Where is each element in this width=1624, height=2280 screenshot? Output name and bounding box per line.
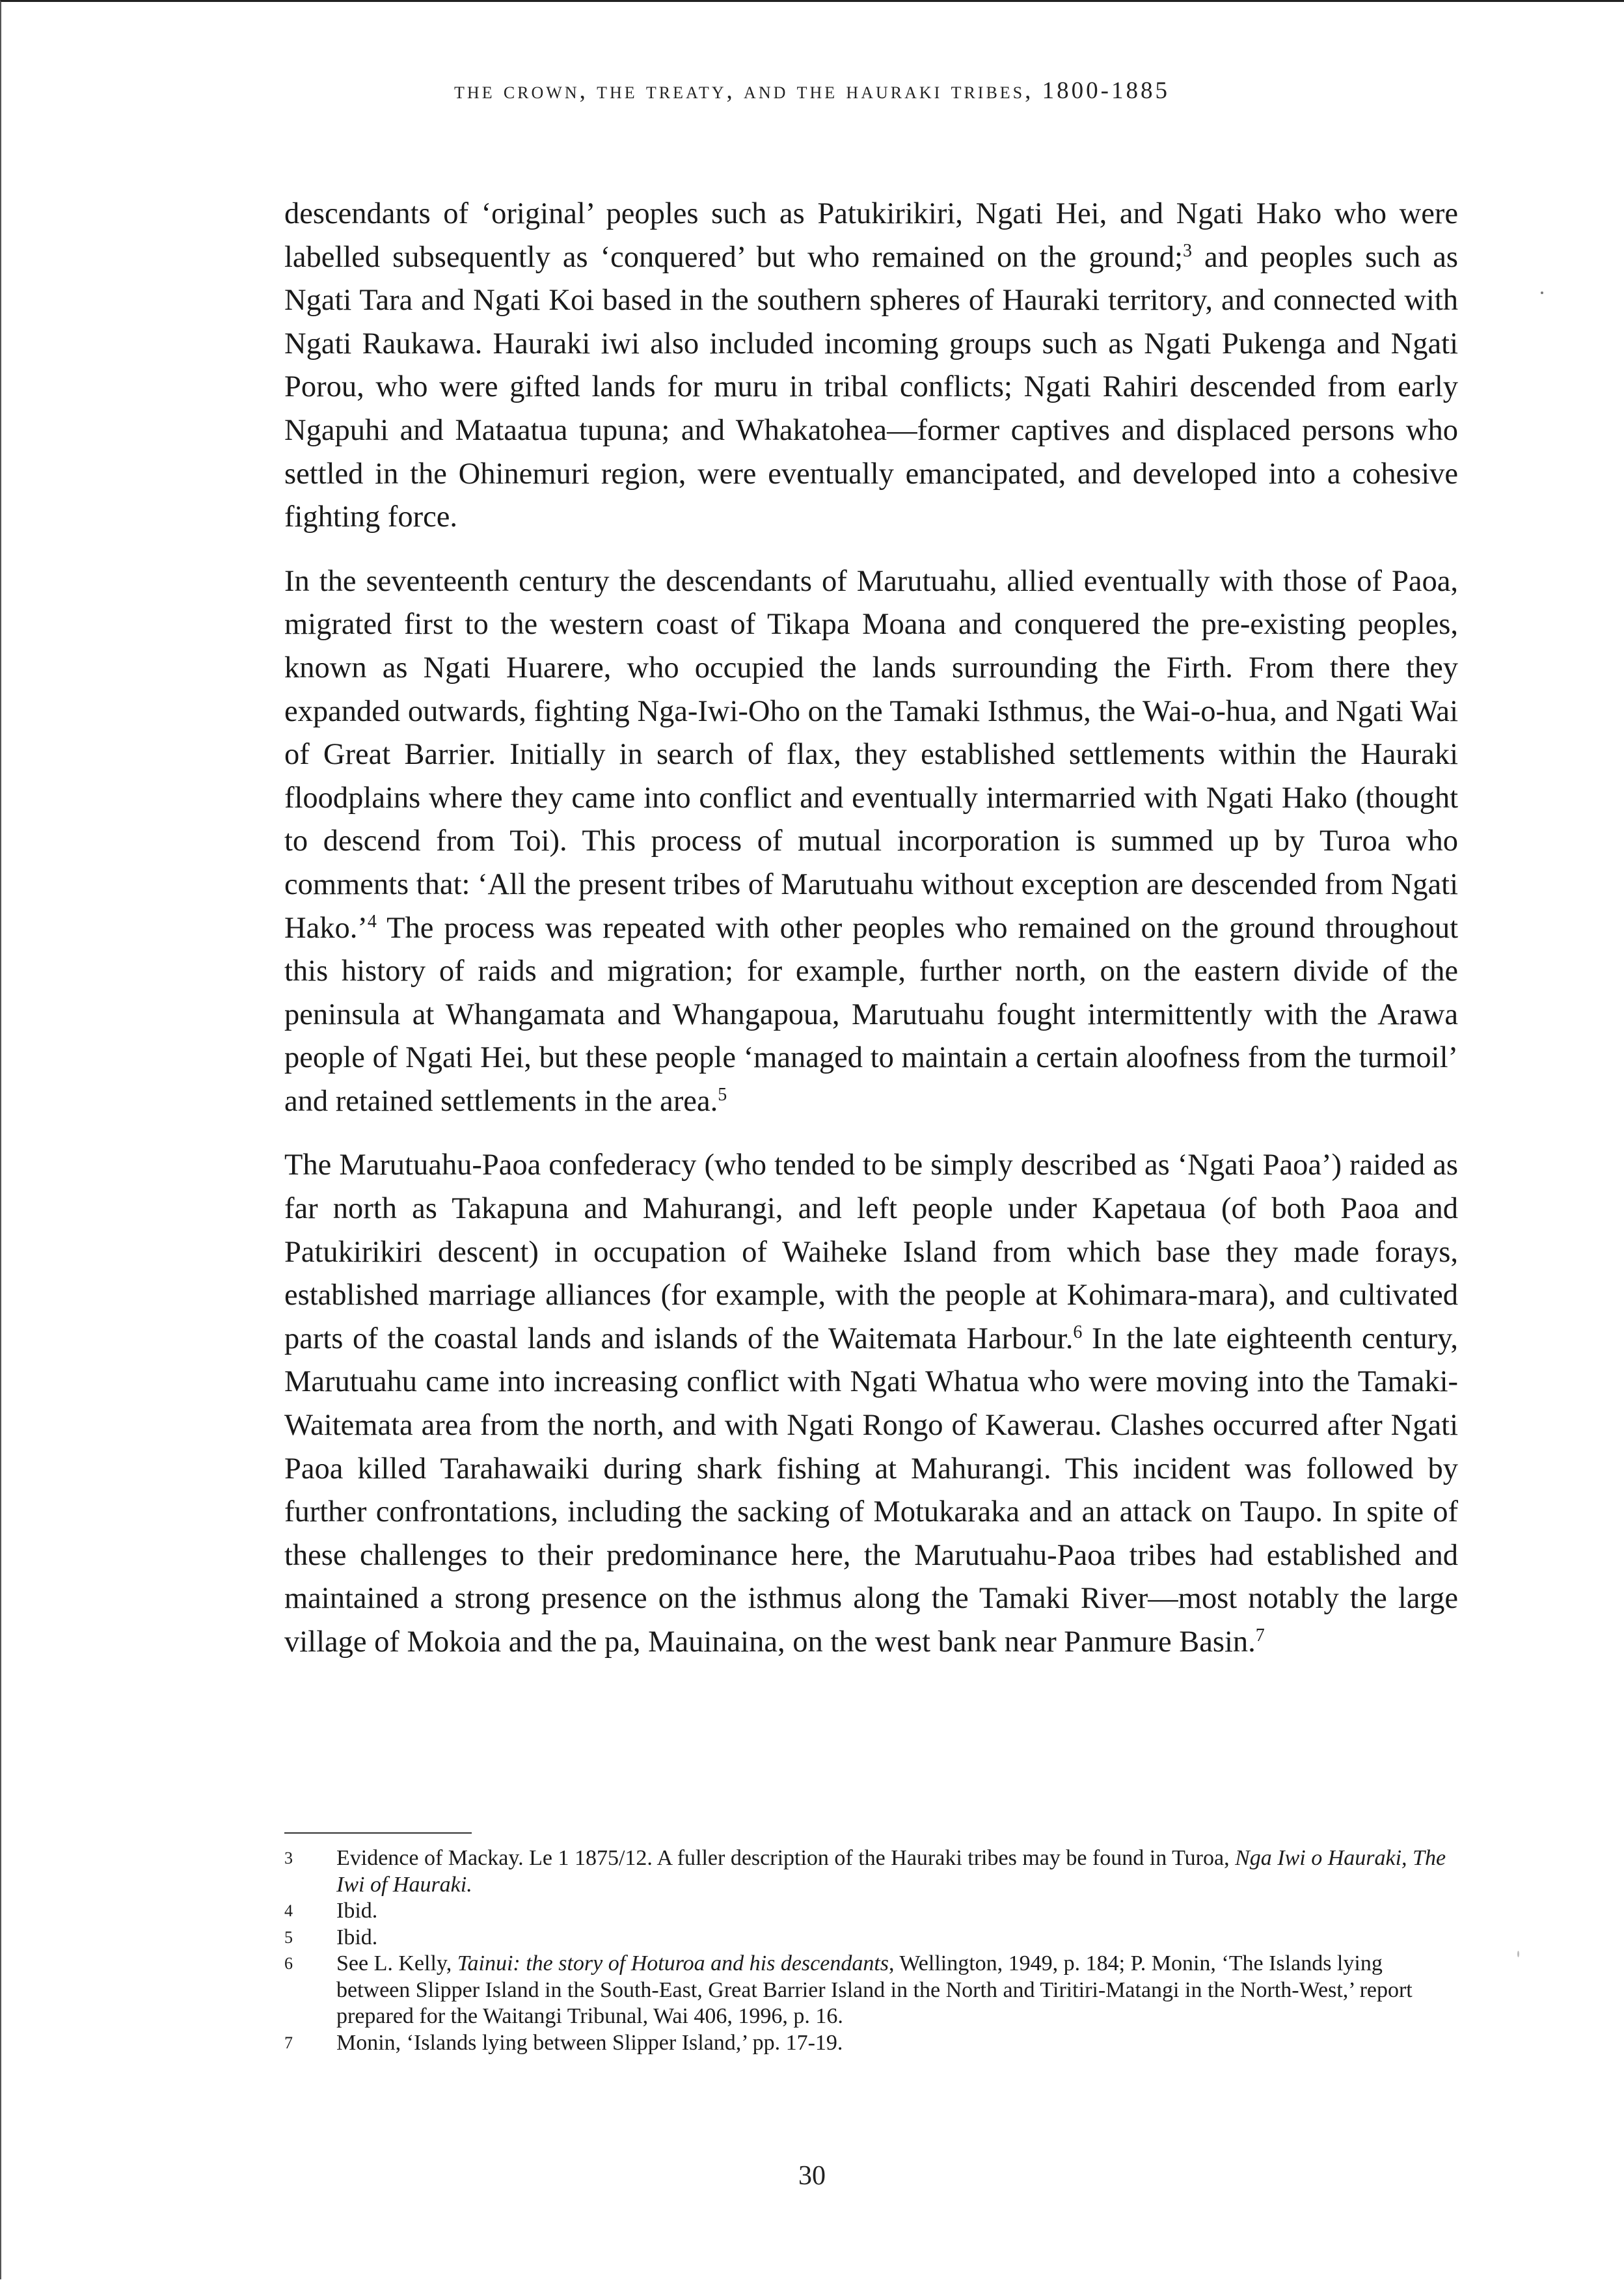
paragraph-1-text-cont: and peoples such as Ngati Tara and Ngati Koi based in the southern spheres of Hauraki territory, and connected with Ngati Raukawa. Hauraki iwi also included incoming groups such as Ngati Pukenga and Ngati Porou, who were gifted lands for muru in tribal conflicts; Ngati Rahiri descended from early Ngapuhi and Mataatua tupuna; and Whakatohea—former captives and displaced persons who settled in the Ohinemuri region, were eventually emancipated, and developed into a cohesive fighting force. [284, 240, 1458, 534]
footnote-body: Evidence of Mackay. Le 1 1875/12. A fuller description of the Hauraki tribes may be found in Turoa, [336, 1846, 1236, 1870]
footnote-body: See L. Kelly, [336, 1951, 457, 1975]
footnote-3 [284, 1845, 1458, 1898]
paragraph-1-text: descendants of ‘original’ peoples such as Patukirikiri, Ngati Hei, and Ngati Hako who were labelled subsequently as ‘conquered’ but who remained on the ground; [284, 197, 1458, 274]
paragraph-3-text: The Marutuahu-Paoa confederacy (who tended to be simply described as ‘Ngati Paoa’) raided as far north as Takapuna and Mahurangi, and left people under Kapetaua (of both Paoa and Patukirikiri descent) in occupation of Waiheke Island from which base they made forays, established marriage alliances (for example, with the people at Kohimara-mara), and cultivated parts of the coastal lands and islands of the Waitemata Harbour. [284, 1148, 1458, 1355]
footnote-7 [284, 2030, 1458, 2057]
footnote-text: Ibid. [336, 1899, 378, 1923]
paragraph-3 [284, 1144, 1458, 1664]
page-number: 30 [798, 2161, 826, 2191]
footnote-5 [284, 1925, 1458, 1951]
footnote-number: 6 [284, 1954, 293, 1973]
footnote-number: 4 [284, 1901, 293, 1920]
running-head: the crown, the treaty, and the hauraki tribes, 1800-1885 [454, 77, 1170, 104]
footnote-ref-3[interactable]: 3 [1183, 240, 1192, 261]
paragraph-3-text-cont: In the late eighteenth century, Marutuahu came into increasing conflict with Ngati Whatua who were moving into the Tamaki-Waitemata area from the north, and with Ngati Rongo of Kawerau. Clashes occurred after Ngati Paoa killed Tarahawaiki during shark fishing at Mahurangi. This incident was followed by further confrontations, including the sacking of Motukaraka and an attack on Taupo. In spite of these challenges to their predominance here, the Marutuahu-Paoa tribes had established and maintained a strong presence on the isthmus along the Tamaki River—most notably the large village of Mokoia and the pa, Mauinaina, on the west bank near Panmure Basin. [284, 1322, 1458, 1659]
footnote-title: Nga Iwi o Hauraki, The Iwi of Hauraki. [336, 1846, 1446, 1897]
footnote-text [336, 1845, 1458, 1898]
footnote-ref-7[interactable]: 7 [1255, 1625, 1265, 1646]
paragraph-2-text-cont: The process was repeated with other peoples who remained on the ground throughout this history of raids and migration; for example, further north, on the eastern divide of the peninsula at Whangamata and Whangapoua, Marutuahu fought intermittently with the Arawa people of Ngati Hei, but these people ‘managed to maintain a certain aloofness from the turmoil’ and retained settlements in the area. [284, 911, 1458, 1118]
paragraph-1 [284, 193, 1458, 539]
paragraph-2-text: In the seventeenth century the descendants of Marutuahu, allied eventually with those of Paoa, migrated first to the western coast of Tikapa Moana and conquered the pre-existing peoples, known as Ngati Huarere, who occupied the lands surrounding the Firth. From there they expanded outwards, fighting Nga-Iwi-Oho on the Tamaki Isthmus, the Wai-o-hua, and Ngati Wai of Great Barrier. Initially in search of flax, they established settlements within the Hauraki floodplains where they came into conflict and eventually intermarried with Ngati Hako (thought to descend from Toi). This process of mutual incorporation is summed up by Turoa who comments that: ‘All the present tribes of Marutuahu without exception are descended from Ngati Hako.’ [284, 564, 1458, 945]
footnote-text: Ibid. [336, 1925, 378, 1949]
footnote-4 [284, 1898, 1458, 1925]
footnote-ref-5[interactable]: 5 [718, 1084, 727, 1105]
footnote-6 [284, 1951, 1458, 2030]
scan-speck [1517, 1951, 1519, 1957]
footnote-ref-6[interactable]: 6 [1073, 1322, 1083, 1342]
footnote-text: Monin, ‘Islands lying between Slipper Island,’ pp. 17-19. [336, 2030, 843, 2055]
scan-speck [1541, 292, 1543, 294]
footnote-title: Tainui: the story of Hoturoa and his descendants [457, 1951, 889, 1975]
footnote-text [336, 1951, 1458, 2030]
footnote-body-cont: , Wellington, 1949, p. 184; P. Monin, ‘The Islands lying between Slipper Island in the South-East, Great Barrier Island in the North and Tiritiri-Matangi in the North-West,’ report prepared for the Waitangi Tribunal, Wai 406, 1996, p. 16. [336, 1951, 1413, 2028]
footnote-ref-4[interactable]: 4 [367, 911, 377, 932]
footnote-number: 7 [284, 2033, 293, 2052]
main-text [284, 193, 1458, 1685]
paragraph-2 [284, 560, 1458, 1124]
footnote-number: 3 [284, 1849, 293, 1867]
footnote-number: 5 [284, 1927, 293, 1947]
footnotes [284, 1845, 1458, 2056]
footnote-rule [284, 1832, 472, 1834]
